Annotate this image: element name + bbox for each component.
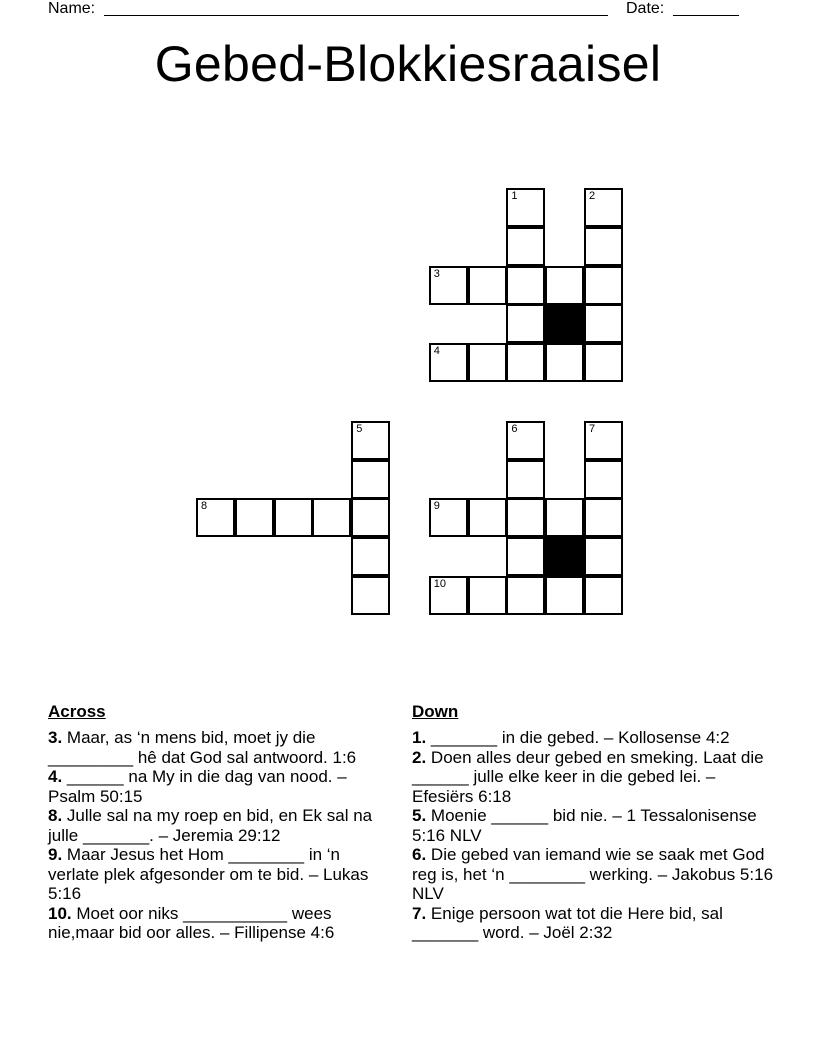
crossword-cell[interactable] <box>468 576 507 615</box>
crossword-cell[interactable] <box>351 460 390 499</box>
crossword-cell[interactable] <box>429 343 468 382</box>
clue-number: 10. <box>48 903 72 923</box>
clue-down-1 <box>412 728 776 748</box>
crossword-cell[interactable] <box>506 421 545 460</box>
clue-down-5 <box>412 806 776 845</box>
clue-number: 3. <box>48 728 63 747</box>
cell-number: 1 <box>511 190 518 202</box>
clue-across-4 <box>48 767 388 806</box>
clue-number: 9. <box>48 845 63 864</box>
crossword-cell[interactable] <box>545 576 584 615</box>
crossword-cell[interactable] <box>468 498 507 537</box>
crossword-cell[interactable] <box>312 498 351 537</box>
crossword-cell[interactable] <box>196 498 235 537</box>
clue-number: 8. <box>48 806 63 825</box>
clue-number: 7. <box>412 903 427 923</box>
clue-text: Moenie ______ bid nie. – 1 Tessalonisense 5:16 NLV <box>412 806 757 845</box>
clue-across-9 <box>48 845 388 904</box>
across-heading: Across <box>48 702 106 721</box>
crossword-cell[interactable] <box>506 304 545 343</box>
crossword-cell[interactable] <box>545 498 584 537</box>
crossword-cell[interactable] <box>429 498 468 537</box>
clue-text: Die gebed van iemand wie se saak met God reg is, het ‘n ________ werking. – Jakobus 5:16 NLV <box>412 845 774 903</box>
name-label: Name: <box>48 0 96 17</box>
clue-text: Moet oor niks ___________ wees nie,maar bid oor alles. – Fillipense 4:6 <box>48 903 335 942</box>
crossword-cell[interactable] <box>468 266 507 305</box>
crossword-cell[interactable] <box>429 266 468 305</box>
crossword-cell[interactable] <box>429 576 468 615</box>
clue-text: _______ in die gebed. – Kollosense 4:2 <box>426 728 730 747</box>
crossword-cell[interactable] <box>351 576 390 615</box>
crossword-cell[interactable] <box>506 266 545 305</box>
page-title: Gebed-Blokkiesraaisel <box>154 36 662 92</box>
cell-number: 3 <box>433 267 440 280</box>
clue-text: ______ na My in die dag van nood. – Psalm 50:15 <box>48 767 347 806</box>
black-cell <box>545 537 584 576</box>
crossword-cell[interactable] <box>584 498 623 537</box>
clue-text: Julle sal na my roep en bid, en Ek sal na julle _______. – Jeremia 29:12 <box>48 806 373 845</box>
crossword-cell[interactable] <box>584 421 623 460</box>
clue-number: 6. <box>412 845 427 864</box>
crossword-cell[interactable] <box>584 304 623 343</box>
crossword-cell[interactable] <box>584 460 623 499</box>
crossword-cell[interactable] <box>506 498 545 537</box>
clue-number: 4. <box>48 767 63 786</box>
cell-number: 4 <box>433 345 440 358</box>
cell-number: 9 <box>433 500 440 513</box>
down-heading: Down <box>412 702 459 721</box>
crossword-cell[interactable] <box>235 498 274 537</box>
cell-number: 2 <box>589 190 596 202</box>
cell-number: 10 <box>433 578 447 590</box>
crossword-cell[interactable] <box>506 576 545 615</box>
cell-number: 7 <box>589 422 596 435</box>
clue-number: 5. <box>412 806 427 825</box>
across-clues <box>48 702 388 943</box>
clue-across-8 <box>48 806 388 845</box>
crossword-cell[interactable] <box>351 421 390 460</box>
crossword-cell[interactable] <box>274 498 313 537</box>
down-clues <box>412 702 776 943</box>
crossword-cell[interactable] <box>545 343 584 382</box>
cell-number: 8 <box>201 500 208 513</box>
clue-down-2 <box>412 748 776 807</box>
crossword-cell[interactable] <box>584 188 623 227</box>
crossword-cell[interactable] <box>351 537 390 576</box>
crossword-cell[interactable] <box>506 537 545 576</box>
crossword-cell[interactable] <box>584 576 623 615</box>
crossword-cell[interactable] <box>584 266 623 305</box>
crossword-cell[interactable] <box>506 460 545 499</box>
crossword-cell[interactable] <box>506 227 545 266</box>
clue-text: Doen alles deur gebed en smeking. Laat die ______ julle elke keer in die gebed lei. – Efesiërs 6:18 <box>412 747 764 806</box>
crossword-cell[interactable] <box>545 266 584 305</box>
clue-down-7 <box>412 904 776 943</box>
cell-number: 5 <box>356 422 363 435</box>
clue-text: Maar, as ‘n mens bid, moet jy die _________ hê dat God sal antwoord. 1:6 <box>48 728 357 767</box>
crossword-cell[interactable] <box>468 343 507 382</box>
crossword-cell[interactable] <box>506 343 545 382</box>
crossword-cell[interactable] <box>584 537 623 576</box>
clue-down-6 <box>412 845 776 904</box>
crossword-cell[interactable] <box>506 188 545 227</box>
date-label: Date: <box>626 0 665 17</box>
black-cell <box>545 304 584 343</box>
crossword-cell[interactable] <box>584 227 623 266</box>
clue-across-3 <box>48 728 388 767</box>
cell-number: 6 <box>511 422 518 435</box>
clue-number: 1. <box>412 728 427 747</box>
clue-text: Maar Jesus het Hom ________ in ‘n verlate plek afgesonder om te bid. – Lukas 5:16 <box>48 845 369 903</box>
clue-number: 2. <box>412 747 427 767</box>
clue-across-10 <box>48 904 388 943</box>
crossword-cell[interactable] <box>584 343 623 382</box>
crossword-cell[interactable] <box>351 498 390 537</box>
clue-text: Enige persoon wat tot die Here bid, sal _______ word. – Joël 2:32 <box>412 903 723 942</box>
